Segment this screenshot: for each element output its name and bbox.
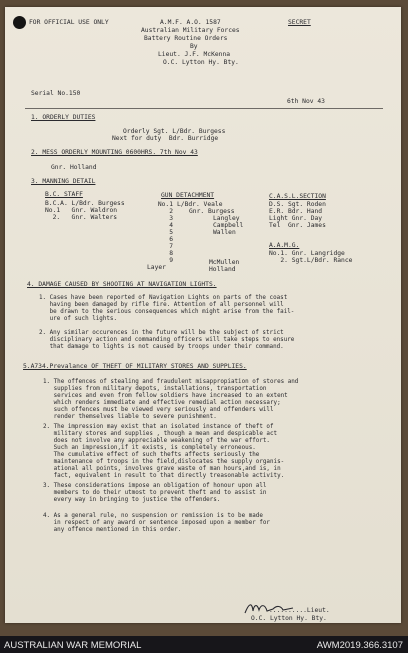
casl-row: D.S. Sgt. Roden bbox=[269, 201, 326, 208]
gun-number: No.1 bbox=[157, 201, 173, 208]
paragraph-line: in respect of any award or sentence imposed upon a member for bbox=[43, 520, 270, 526]
gun-number: 7 bbox=[169, 243, 173, 250]
paragraph-line: which renders immediate and effective remedial action necessary; bbox=[43, 400, 281, 406]
gun-crew-name: Holland bbox=[209, 266, 236, 273]
gun-crew-name: L/Bdr. Veale bbox=[177, 201, 223, 208]
bc-staff-row: B.C.A. L/Bdr. Burgess bbox=[45, 200, 125, 207]
orderly-sgt-line: Orderly Sgt. L/Bdr. Burgess bbox=[123, 128, 226, 135]
doc-title: Battery Routine Orders bbox=[144, 35, 228, 42]
paragraph-line: members to do their utmost to prevent theft and to assist in bbox=[43, 490, 267, 496]
paragraph-line: maintenance of troops in the field,dislocates the supply organis- bbox=[43, 459, 285, 465]
order-ref: A.M.F. A.O. 1587 bbox=[160, 19, 221, 26]
gun-number: 2 bbox=[169, 208, 173, 215]
bc-staff-title: B.C. STAFF bbox=[45, 191, 83, 198]
order-date: 6th Nov 43 bbox=[287, 98, 325, 105]
officer-unit: O.C. Lytton Hy. Bty. bbox=[163, 59, 239, 66]
section-2-heading: 2. MESS ORDERLY MOUNTING 0600HRS. 7th Nov 43 bbox=[31, 149, 198, 156]
aamg-row: No.1. Gnr. Langridge bbox=[269, 250, 345, 257]
next-duty-line: Next for duty Bdr. Burridge bbox=[112, 135, 219, 142]
gun-number: Layer bbox=[147, 264, 166, 271]
gun-crew-name: Gnr. Burgess bbox=[189, 208, 235, 215]
paragraph-line: ational all points, involves grave waste of man hours,and is, in bbox=[43, 466, 281, 472]
casl-row: E.R. Bdr. Hand bbox=[269, 208, 323, 215]
org-name: Australian Military Forces bbox=[141, 27, 240, 34]
paragraph-line: 1. The offences of stealing and fraudulent misappropiation of stores and bbox=[43, 379, 299, 385]
gun-number: 5 bbox=[169, 229, 173, 236]
signature-rank-line: ..........Lieut. bbox=[269, 607, 330, 614]
classification-label: FOR OFFICIAL USE ONLY bbox=[29, 19, 109, 26]
bc-staff-row: No.1 Gnr. Waldron bbox=[45, 207, 118, 214]
gun-detachment-title: GUN DETACHMENT bbox=[161, 192, 215, 199]
gun-number: 8 bbox=[169, 250, 173, 257]
casl-section-title: C.A.S.L.SECTION bbox=[269, 193, 326, 200]
gun-crew-name: McMullen bbox=[209, 259, 240, 266]
officer-name: Lieut. J.F. McKenna bbox=[158, 51, 231, 58]
paragraph-line: does not involve any appreciable weakening of the war effort. bbox=[43, 438, 270, 444]
paragraph-line: fact, equivalent in result to that directly treasonable activity. bbox=[43, 473, 285, 479]
paragraph-line: 3. These considerations impose an obligation of honour upon all bbox=[43, 483, 267, 489]
aamg-title: A.A.M.G. bbox=[269, 242, 300, 249]
document-page bbox=[5, 7, 401, 623]
serial-number: Serial No.150 bbox=[31, 90, 81, 97]
paragraph-line: 2. The impression may exist that an isolated instance of theft of bbox=[43, 424, 274, 430]
paragraph-line: that damage to lights is not caused by troops under their command. bbox=[39, 344, 284, 350]
header-rule bbox=[25, 108, 383, 109]
signature-unit-line: O.C. Lytton Hy. Bty. bbox=[251, 615, 327, 622]
secret-label: SECRET bbox=[288, 19, 311, 26]
mess-orderly-name: Gnr. Holland bbox=[51, 164, 97, 171]
paragraph-line: supplies from military depots, installations, transportation bbox=[43, 386, 267, 392]
punch-hole bbox=[13, 16, 26, 29]
paragraph-line: every way in bringing to justice the offenders. bbox=[43, 497, 221, 503]
paragraph-line: services and even from fellow soldiers have increased to an extent bbox=[43, 393, 288, 399]
paragraph-line: military stores and supplies , though a mean and despicable act bbox=[43, 431, 278, 437]
by-label: By bbox=[190, 43, 198, 50]
gun-number: 3 bbox=[169, 215, 173, 222]
paragraph-line: having been damaged by rifle fire. Attention of all personnel will bbox=[39, 302, 284, 308]
paragraph-line: such offences must be viewed very seriously and offenders will bbox=[43, 407, 274, 413]
gun-number: 4 bbox=[169, 222, 173, 229]
gun-number: 6 bbox=[169, 236, 173, 243]
archive-reference: AWM2019.366.3107 bbox=[316, 640, 403, 651]
paragraph-line: be drawn to the serious consequences which might arise from the fail- bbox=[39, 309, 295, 315]
paragraph-line: any offence mentioned in this order. bbox=[43, 527, 182, 533]
bc-staff-row: 2. Gnr. Walters bbox=[45, 214, 118, 221]
paragraph-line: 1. Cases have been reported of Navigation Lights on parts of the coast bbox=[39, 295, 288, 301]
archive-name: AUSTRALIAN WAR MEMORIAL bbox=[4, 640, 142, 651]
archive-footer-bar bbox=[0, 636, 408, 653]
gun-number: 9 bbox=[169, 257, 173, 264]
paragraph-line: Such an impression,if it exists, is completely erroneous. bbox=[43, 445, 256, 451]
paragraph-line: disciplinary action and commanding officers will take steps to ensure bbox=[39, 337, 295, 343]
gun-crew-name: Langley bbox=[213, 215, 240, 222]
paragraph-line: 2. Any similar occurences in the future will be the subject of strict bbox=[39, 330, 284, 336]
section-4-heading: 4. DAMAGE CAUSED BY SHOOTING AT NAVIGATION LIGHTS. bbox=[27, 281, 217, 288]
section-5-heading: 5.A734.Prevalance OF THEFT OF MILITARY STORES AND SUPPLIES. bbox=[23, 363, 247, 370]
casl-row: Light Gnr. Day bbox=[269, 215, 323, 222]
paragraph-line: render themselves liable to severe punishment. bbox=[43, 414, 217, 420]
section-1-heading: 1. ORDERLY DUTIES bbox=[31, 114, 96, 121]
paragraph-line: ure of such lights. bbox=[39, 316, 118, 322]
aamg-row: 2. Sgt.L/Bdr. Rance bbox=[269, 257, 353, 264]
paragraph-line: 4. As a general rule, no suspension or remission is to be made bbox=[43, 513, 263, 519]
gun-crew-name: Wallen bbox=[213, 229, 236, 236]
casl-row: Tel Gnr. James bbox=[269, 222, 326, 229]
section-3-heading: 3. MANNING DETAIL bbox=[31, 178, 96, 185]
paragraph-line: The cumulative effect of such thefts affects seriously the bbox=[43, 452, 260, 458]
gun-crew-name: Campbell bbox=[213, 222, 244, 229]
